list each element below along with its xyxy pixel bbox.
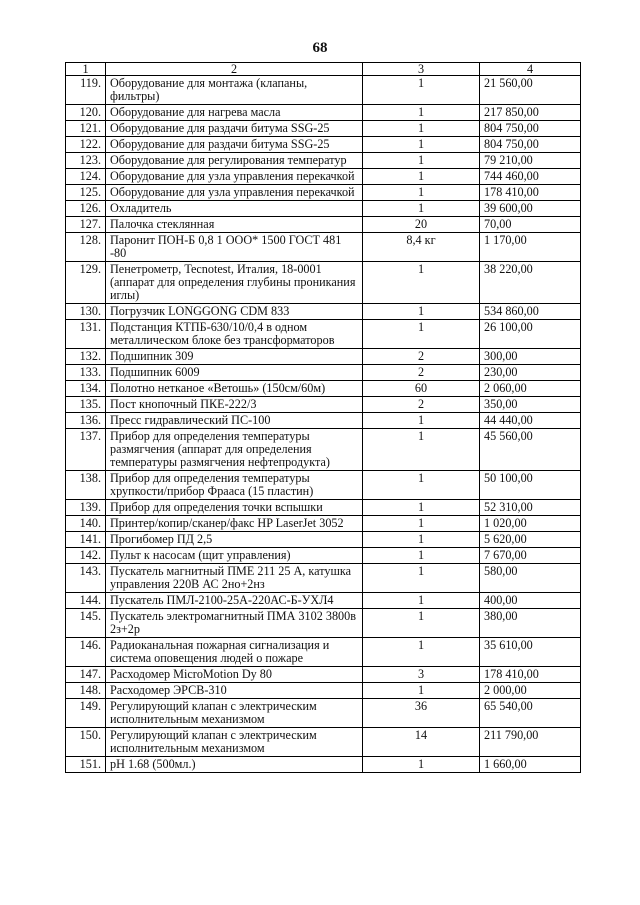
row-quantity: 1 bbox=[363, 683, 480, 699]
table-row bbox=[66, 76, 581, 105]
table-row bbox=[66, 609, 581, 638]
row-item-name: Прогибомер ПД 2,5 bbox=[106, 532, 363, 548]
inventory-table bbox=[65, 62, 581, 773]
table-row bbox=[66, 548, 581, 564]
row-quantity: 2 bbox=[363, 397, 480, 413]
row-item-name: Прибор для определения температуры хрупкости/прибор Фрааса (15 пластин) bbox=[106, 471, 363, 500]
row-amount: 70,00 bbox=[480, 217, 581, 233]
table-row bbox=[66, 320, 581, 349]
row-amount: 400,00 bbox=[480, 593, 581, 609]
row-number: 141. bbox=[66, 532, 106, 548]
header-cell-name: 2 bbox=[106, 63, 363, 76]
table-row bbox=[66, 667, 581, 683]
row-amount: 804 750,00 bbox=[480, 121, 581, 137]
row-item-name: Расходомер ЭРСВ-310 bbox=[106, 683, 363, 699]
header-cell-quantity: 3 bbox=[363, 63, 480, 76]
row-number: 140. bbox=[66, 516, 106, 532]
row-quantity: 1 bbox=[363, 304, 480, 320]
table-row bbox=[66, 105, 581, 121]
row-item-name: Полотно нетканое «Ветошь» (150см/60м) bbox=[106, 381, 363, 397]
row-number: 132. bbox=[66, 349, 106, 365]
row-quantity: 1 bbox=[363, 320, 480, 349]
row-number: 134. bbox=[66, 381, 106, 397]
row-item-name: Оборудование для узла управления перекачкой bbox=[106, 185, 363, 201]
row-number: 145. bbox=[66, 609, 106, 638]
row-number: 126. bbox=[66, 201, 106, 217]
row-item-name: Пульт к насосам (щит управления) bbox=[106, 548, 363, 564]
row-quantity: 1 bbox=[363, 169, 480, 185]
row-item-name: Погрузчик LONGGONG CDM 833 bbox=[106, 304, 363, 320]
row-item-name: Оборудование для монтажа (клапаны, фильтры) bbox=[106, 76, 363, 105]
row-quantity: 1 bbox=[363, 121, 480, 137]
row-quantity: 1 bbox=[363, 105, 480, 121]
row-number: 130. bbox=[66, 304, 106, 320]
row-quantity: 1 bbox=[363, 429, 480, 471]
row-number: 120. bbox=[66, 105, 106, 121]
row-number: 147. bbox=[66, 667, 106, 683]
table-row bbox=[66, 500, 581, 516]
row-amount: 5 620,00 bbox=[480, 532, 581, 548]
row-item-name: Пост кнопочный ПКЕ-222/3 bbox=[106, 397, 363, 413]
row-amount: 52 310,00 bbox=[480, 500, 581, 516]
row-amount: 178 410,00 bbox=[480, 185, 581, 201]
row-item-name: Охладитель bbox=[106, 201, 363, 217]
row-quantity: 1 bbox=[363, 201, 480, 217]
row-number: 142. bbox=[66, 548, 106, 564]
table-row bbox=[66, 516, 581, 532]
row-item-name: Прибор для определения температуры размягчения (аппарат для определения температуры размягчения нефтепродукта) bbox=[106, 429, 363, 471]
table-row bbox=[66, 137, 581, 153]
page-number: 68 bbox=[312, 40, 328, 56]
row-item-name: Пенетрометр, Tecnotest, Италия, 18-0001 (аппарат для определения глубины проникания иглы) bbox=[106, 262, 363, 304]
table-row bbox=[66, 397, 581, 413]
table-row bbox=[66, 638, 581, 667]
table-row bbox=[66, 564, 581, 593]
row-quantity: 1 bbox=[363, 185, 480, 201]
row-item-name: Прибор для определения точки вспышки bbox=[106, 500, 363, 516]
row-item-name: Пресс гидравлический ПС-100 bbox=[106, 413, 363, 429]
row-quantity: 1 bbox=[363, 532, 480, 548]
row-number: 146. bbox=[66, 638, 106, 667]
row-quantity: 1 bbox=[363, 564, 480, 593]
row-item-name: Подшипник 6009 bbox=[106, 365, 363, 381]
row-amount: 534 860,00 bbox=[480, 304, 581, 320]
row-quantity: 20 bbox=[363, 217, 480, 233]
table-row bbox=[66, 217, 581, 233]
table-row bbox=[66, 471, 581, 500]
row-amount: 2 060,00 bbox=[480, 381, 581, 397]
row-item-name: Оборудование для раздачи битума SSG-25 bbox=[106, 121, 363, 137]
row-amount: 1 170,00 bbox=[480, 233, 581, 262]
row-quantity: 1 bbox=[363, 593, 480, 609]
row-number: 138. bbox=[66, 471, 106, 500]
row-quantity: 2 bbox=[363, 365, 480, 381]
row-amount: 178 410,00 bbox=[480, 667, 581, 683]
row-number: 150. bbox=[66, 728, 106, 757]
row-item-name: Оборудование для регулирования температур bbox=[106, 153, 363, 169]
row-amount: 211 790,00 bbox=[480, 728, 581, 757]
row-number: 144. bbox=[66, 593, 106, 609]
row-item-name: рН 1.68 (500мл.) bbox=[106, 757, 363, 773]
row-number: 143. bbox=[66, 564, 106, 593]
row-item-name: Принтер/копир/сканер/факс HP LaserJet 3052 bbox=[106, 516, 363, 532]
row-quantity: 60 bbox=[363, 381, 480, 397]
row-number: 133. bbox=[66, 365, 106, 381]
row-quantity: 8,4 кг bbox=[363, 233, 480, 262]
table-row bbox=[66, 429, 581, 471]
row-amount: 804 750,00 bbox=[480, 137, 581, 153]
row-quantity: 1 bbox=[363, 500, 480, 516]
row-item-name: Регулирующий клапан с электрическим исполнительным механизмом bbox=[106, 699, 363, 728]
row-amount: 2 000,00 bbox=[480, 683, 581, 699]
table-row bbox=[66, 233, 581, 262]
row-amount: 7 670,00 bbox=[480, 548, 581, 564]
row-amount: 45 560,00 bbox=[480, 429, 581, 471]
row-amount: 39 600,00 bbox=[480, 201, 581, 217]
row-item-name: Радиоканальная пожарная сигнализация и система оповещения людей о пожаре bbox=[106, 638, 363, 667]
row-number: 125. bbox=[66, 185, 106, 201]
row-amount: 1 660,00 bbox=[480, 757, 581, 773]
table-row bbox=[66, 201, 581, 217]
inventory-table-body bbox=[66, 63, 581, 773]
row-item-name: Оборудование для узла управления перекачкой bbox=[106, 169, 363, 185]
row-quantity: 1 bbox=[363, 516, 480, 532]
row-item-name: Расходомер MicroMotion Dy 80 bbox=[106, 667, 363, 683]
row-number: 124. bbox=[66, 169, 106, 185]
row-amount: 79 210,00 bbox=[480, 153, 581, 169]
table-row bbox=[66, 304, 581, 320]
table-row bbox=[66, 365, 581, 381]
row-quantity: 2 bbox=[363, 349, 480, 365]
row-number: 137. bbox=[66, 429, 106, 471]
row-quantity: 1 bbox=[363, 413, 480, 429]
table-row bbox=[66, 699, 581, 728]
row-item-name: Оборудование для нагрева масла bbox=[106, 105, 363, 121]
row-item-name: Паронит ПОН-Б 0,8 1 ООО* 1500 ГОСТ 481 -80 bbox=[106, 233, 363, 262]
row-quantity: 1 bbox=[363, 757, 480, 773]
row-item-name: Регулирующий клапан с электрическим исполнительным механизмом bbox=[106, 728, 363, 757]
row-number: 129. bbox=[66, 262, 106, 304]
row-number: 135. bbox=[66, 397, 106, 413]
header-cell-number: 1 bbox=[66, 63, 106, 76]
row-quantity: 1 bbox=[363, 609, 480, 638]
row-number: 131. bbox=[66, 320, 106, 349]
table-row bbox=[66, 185, 581, 201]
row-number: 149. bbox=[66, 699, 106, 728]
row-item-name: Подшипник 309 bbox=[106, 349, 363, 365]
row-amount: 35 610,00 bbox=[480, 638, 581, 667]
row-item-name: Пускатель магнитный ПМЕ 211 25 А, катушка управления 220В АС 2но+2нз bbox=[106, 564, 363, 593]
row-number: 139. bbox=[66, 500, 106, 516]
table-row bbox=[66, 683, 581, 699]
row-quantity: 36 bbox=[363, 699, 480, 728]
row-number: 128. bbox=[66, 233, 106, 262]
header-row bbox=[66, 63, 581, 76]
table-row bbox=[66, 728, 581, 757]
row-quantity: 1 bbox=[363, 638, 480, 667]
row-amount: 65 540,00 bbox=[480, 699, 581, 728]
row-item-name: Подстанция КТПБ-630/10/0,4 в одном металлическом блоке без трансформаторов bbox=[106, 320, 363, 349]
row-quantity: 1 bbox=[363, 137, 480, 153]
table-row bbox=[66, 262, 581, 304]
table-row bbox=[66, 413, 581, 429]
row-amount: 38 220,00 bbox=[480, 262, 581, 304]
row-amount: 300,00 bbox=[480, 349, 581, 365]
header-cell-amount: 4 bbox=[480, 63, 581, 76]
row-quantity: 1 bbox=[363, 153, 480, 169]
table-row bbox=[66, 381, 581, 397]
row-number: 122. bbox=[66, 137, 106, 153]
row-quantity: 14 bbox=[363, 728, 480, 757]
row-quantity: 1 bbox=[363, 76, 480, 105]
table-row bbox=[66, 349, 581, 365]
row-quantity: 1 bbox=[363, 262, 480, 304]
table-row bbox=[66, 593, 581, 609]
table-row bbox=[66, 121, 581, 137]
row-item-name: Пускатель ПМЛ-2100-25А-220АС-Б-УХЛ4 bbox=[106, 593, 363, 609]
row-amount: 580,00 bbox=[480, 564, 581, 593]
row-number: 148. bbox=[66, 683, 106, 699]
row-number: 136. bbox=[66, 413, 106, 429]
row-amount: 44 440,00 bbox=[480, 413, 581, 429]
table-row bbox=[66, 169, 581, 185]
row-amount: 50 100,00 bbox=[480, 471, 581, 500]
row-item-name: Оборудование для раздачи битума SSG-25 bbox=[106, 137, 363, 153]
row-number: 151. bbox=[66, 757, 106, 773]
row-amount: 230,00 bbox=[480, 365, 581, 381]
row-quantity: 1 bbox=[363, 471, 480, 500]
row-number: 127. bbox=[66, 217, 106, 233]
table-row bbox=[66, 153, 581, 169]
row-amount: 21 560,00 bbox=[480, 76, 581, 105]
row-item-name: Пускатель электромагнитный ПМА 3102 3800в 2з+2р bbox=[106, 609, 363, 638]
row-amount: 1 020,00 bbox=[480, 516, 581, 532]
row-item-name: Палочка стеклянная bbox=[106, 217, 363, 233]
row-number: 121. bbox=[66, 121, 106, 137]
row-number: 123. bbox=[66, 153, 106, 169]
row-quantity: 1 bbox=[363, 548, 480, 564]
row-amount: 26 100,00 bbox=[480, 320, 581, 349]
row-amount: 744 460,00 bbox=[480, 169, 581, 185]
row-amount: 380,00 bbox=[480, 609, 581, 638]
row-amount: 217 850,00 bbox=[480, 105, 581, 121]
row-quantity: 3 bbox=[363, 667, 480, 683]
row-number: 119. bbox=[66, 76, 106, 105]
table-row bbox=[66, 757, 581, 773]
row-amount: 350,00 bbox=[480, 397, 581, 413]
table-row bbox=[66, 532, 581, 548]
